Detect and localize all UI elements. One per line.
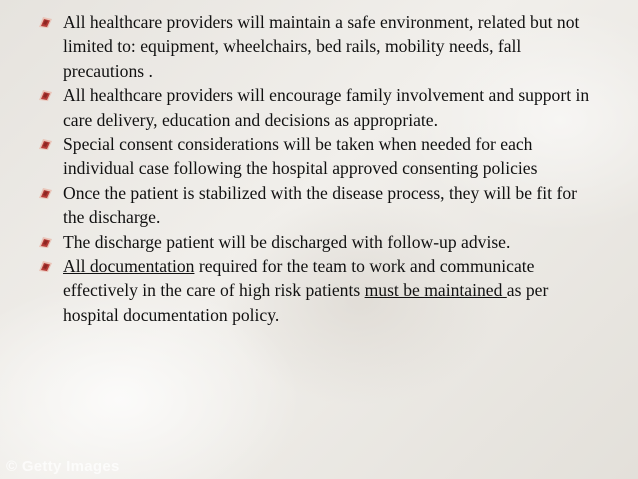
bullet-text: as per hospital documentation policy.: [63, 280, 549, 325]
bullet-icon: [38, 236, 53, 249]
bullet-text: All healthcare providers will encourage family involvement and support in care delivery, education and decisions as appropriate.: [63, 85, 590, 130]
bullet-item-special-consent: [38, 132, 598, 181]
bullet-text: Once the patient is stabilized with the disease process, they will be fit for the discharge.: [63, 182, 577, 228]
underlined-all-documentation: All documentation: [63, 256, 195, 277]
bullet-item-stabilized: [38, 181, 598, 230]
bullet-text: required for the team to work and communicate effectively in the care of high risk patients: [63, 256, 535, 301]
getty-watermark: © Getty Images: [6, 458, 120, 475]
bullet-item-safe-environment: [38, 10, 598, 83]
bullet-item-family-involvement: [38, 83, 598, 132]
bullet-icon: [38, 187, 53, 200]
bullet-text: Special consent considerations will be taken when needed for each individual case following the hospital approved consenting policies: [63, 134, 538, 179]
bullet-icon: [38, 260, 53, 273]
bullet-text: All healthcare providers will maintain a safe environment, related but not limited to: equipment, wheelchairs, bed rails, mobility needs, fall precautions .: [63, 12, 580, 81]
bullet-item-documentation: [38, 254, 598, 327]
bullet-text: The discharge patient will be discharged with follow-up advise.: [63, 231, 511, 252]
bullet-icon: [38, 89, 53, 102]
bullet-list: [38, 10, 598, 327]
underlined-must-be-maintained: must be maintained: [364, 280, 507, 301]
bullet-icon: [38, 16, 53, 29]
bullet-item-discharge: [38, 230, 598, 254]
bullet-icon: [38, 138, 53, 151]
